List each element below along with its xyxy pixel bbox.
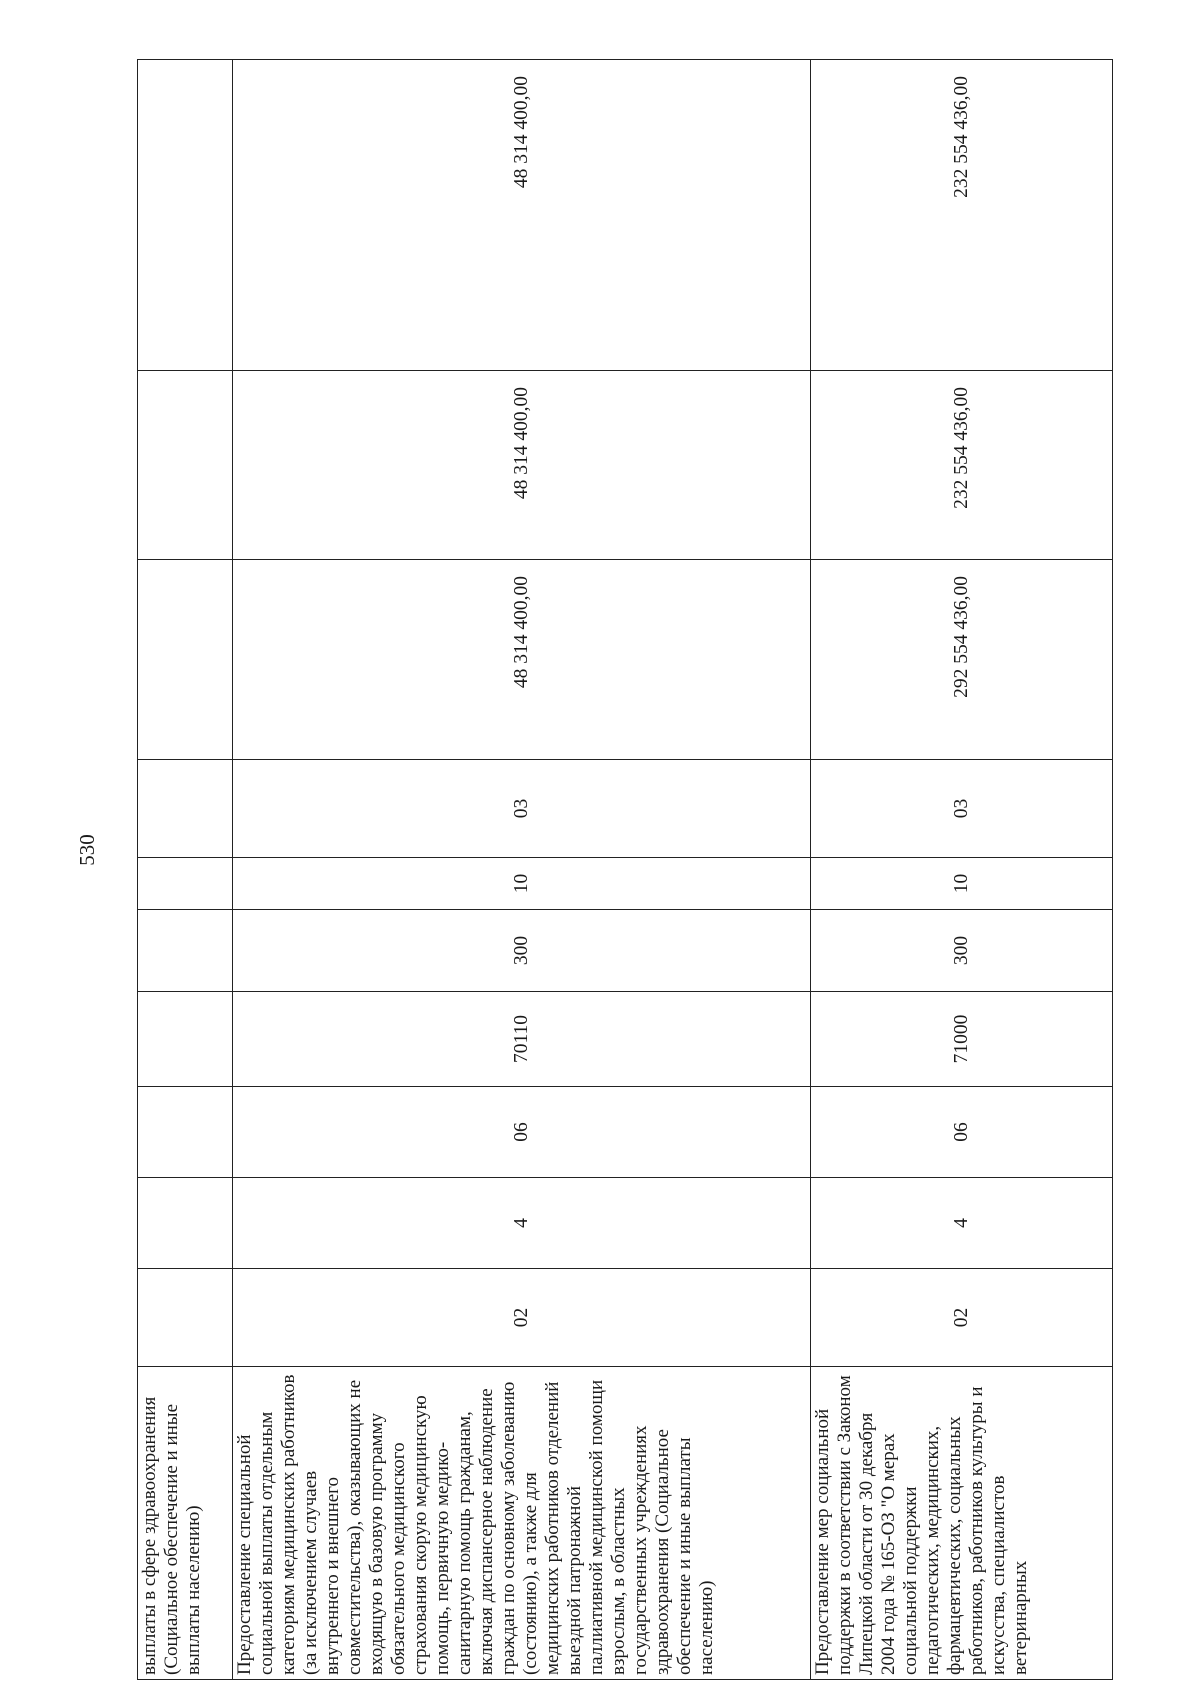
- row-subgroup-code: [138, 760, 233, 858]
- row-expense-type: 300: [811, 910, 1113, 992]
- row-description: Предоставление мер социальной поддержки в соответствии с Законом Липецкой области от 30 декабря 2004 года № 165-ОЗ "О мерах социальной поддержки педагогических, медицинских, фармацевтических, социальных работников, работников культуры и искусства, специалистов ветеринарных: [811, 1367, 1113, 1680]
- row-target-code: 70110: [233, 992, 811, 1087]
- budget-table: [137, 59, 1113, 1680]
- row-amount-1: 292 554 436,00: [811, 560, 1113, 760]
- row-group-code: 10: [233, 858, 811, 910]
- row-admin-code: 02: [811, 1269, 1113, 1367]
- row-amount-2: 48 314 400,00: [233, 371, 811, 560]
- row-group-code: [138, 858, 233, 910]
- row-amount-1: 48 314 400,00: [233, 560, 811, 760]
- row-admin-code: [138, 1269, 233, 1367]
- row-target-code: 71000: [811, 992, 1113, 1087]
- table-row: [811, 60, 1113, 1680]
- page-number: 530: [75, 834, 99, 866]
- row-subgroup-code: 03: [233, 760, 811, 858]
- table-row: [233, 60, 811, 1680]
- row-target-code: [138, 992, 233, 1087]
- row-section-code: 4: [811, 1178, 1113, 1269]
- budget-table-rotated: [137, 60, 1112, 1680]
- row-section-code: 4: [233, 1178, 811, 1269]
- row-amount-2: [138, 371, 233, 560]
- row-expense-type: [138, 910, 233, 992]
- row-amount-3: 48 314 400,00: [233, 60, 811, 371]
- row-expense-type: 300: [233, 910, 811, 992]
- row-subsection-code: 06: [233, 1087, 811, 1178]
- row-section-code: [138, 1178, 233, 1269]
- row-subsection-code: 06: [811, 1087, 1113, 1178]
- row-amount-1: [138, 560, 233, 760]
- row-subgroup-code: 03: [811, 760, 1113, 858]
- row-amount-3: [138, 60, 233, 371]
- row-group-code: 10: [811, 858, 1113, 910]
- row-description: выплаты в сфере здравоохранения (Социальное обеспечение и иные выплаты населению): [138, 1367, 233, 1680]
- row-description: Предоставление специальной социальной выплаты отдельным категориям медицинских работников (за исключением случаев внутреннего и внешнего совместительства), оказывающих не входящую в базовую программу обязательного медицинского страхования скорую медицинскую помощь, первичную медико-санитарную помощь гражданам, включая диспансерное наблюдение граждан по основному заболеванию (состоянию), а также для медицинских работников отделений выездной патронажной паллиативной медицинской помощи взрослым, в областных государственных учреждениях здравоохранения (Социальное обеспечение и иные выплаты населению): [233, 1367, 811, 1680]
- row-admin-code: 02: [233, 1269, 811, 1367]
- row-subsection-code: [138, 1087, 233, 1178]
- table-row: [138, 60, 233, 1680]
- row-amount-2: 232 554 436,00: [811, 371, 1113, 560]
- row-amount-3: 232 554 436,00: [811, 60, 1113, 371]
